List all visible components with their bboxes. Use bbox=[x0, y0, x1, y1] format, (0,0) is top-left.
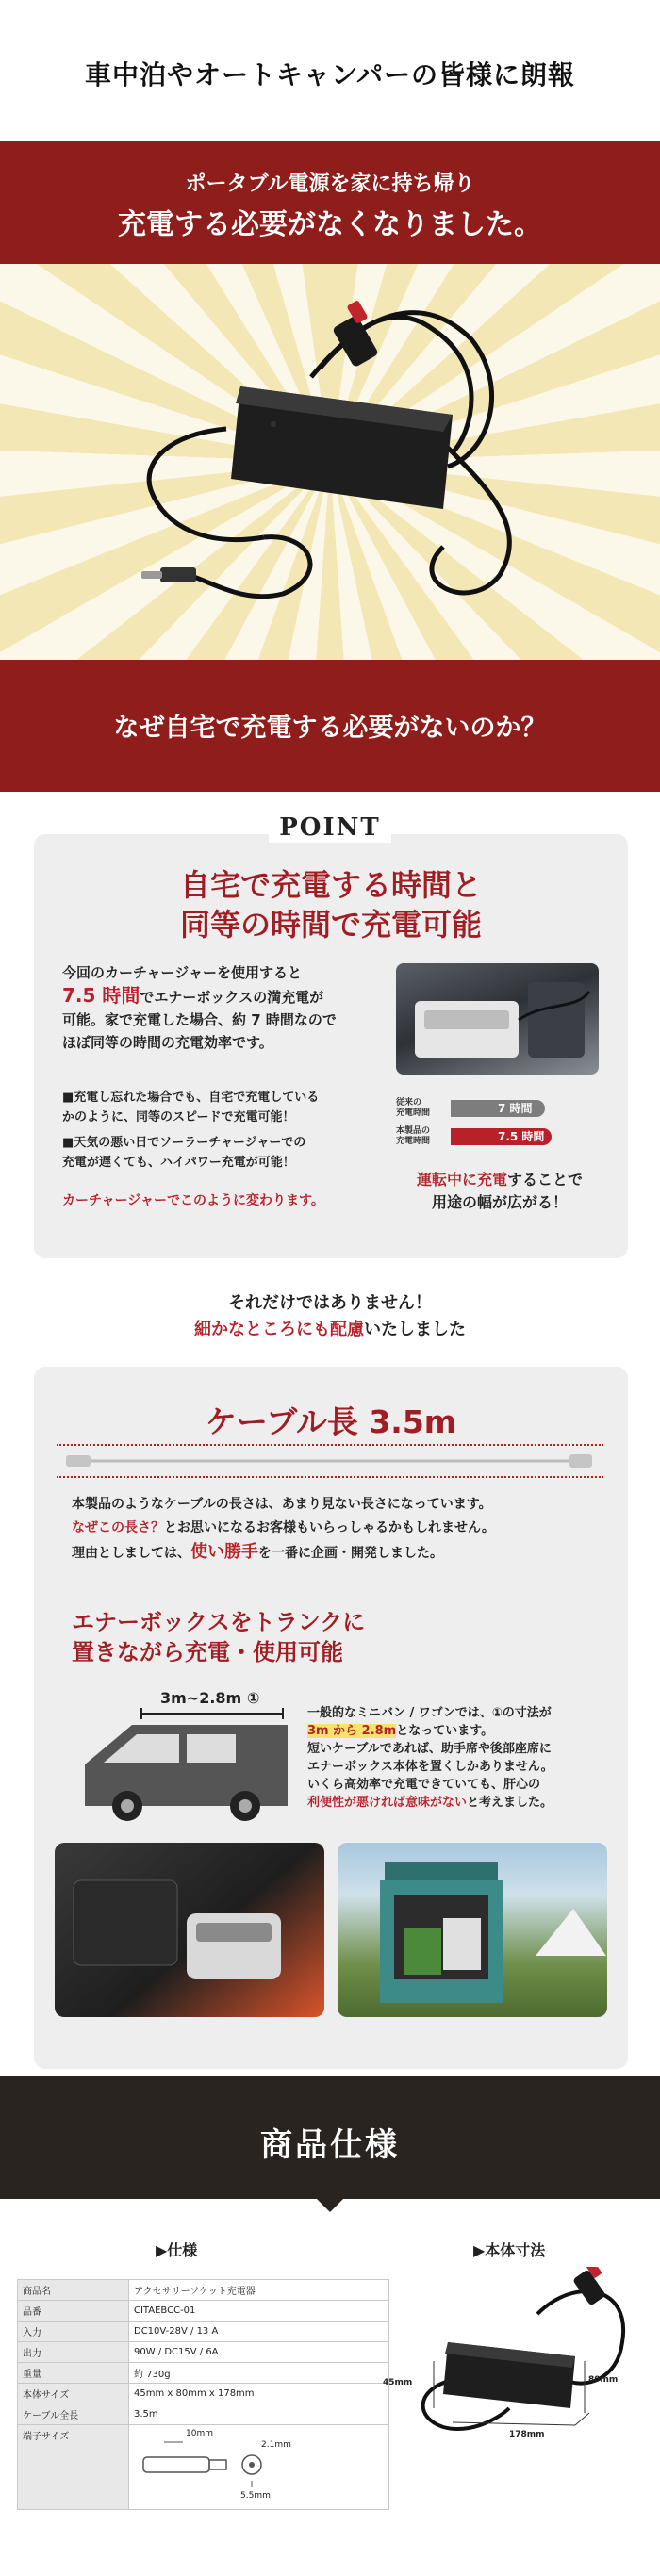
spec-table bbox=[17, 2279, 389, 2510]
dimension-marker: ① bbox=[246, 1689, 260, 1707]
point-title-line-2: 同等の時間で充電可能 bbox=[179, 907, 482, 943]
spec-value: 90W / DC15V / 6A bbox=[129, 2342, 389, 2363]
more-line-2 bbox=[0, 1316, 660, 1340]
trunk-heading bbox=[72, 1607, 543, 1667]
body-dimension-diagram bbox=[396, 2267, 646, 2446]
trunk-photo-1 bbox=[55, 1843, 324, 2017]
convenience-highlight: 利便性が悪ければ意味がない bbox=[307, 1796, 468, 1810]
bar1-value: 7 時間 bbox=[498, 1102, 533, 1115]
point-title bbox=[34, 865, 628, 944]
bar1-label-a: 従来の bbox=[396, 1098, 422, 1108]
point-p1-d: ほぼ同等の時間の充電効率です。 bbox=[62, 1034, 273, 1051]
spec-row bbox=[18, 2404, 389, 2425]
cable-title: ケーブル長 3.5m bbox=[205, 1403, 457, 1440]
drive-highlight: 運転中に充電 bbox=[416, 1171, 507, 1189]
cable-illustration bbox=[66, 1452, 594, 1470]
point-label: POINT bbox=[279, 813, 381, 842]
dimension-subheading: ▶本体寸法 bbox=[473, 2241, 546, 2259]
trunk-photo-2-illustration bbox=[338, 1843, 607, 2017]
cable-paragraph bbox=[72, 1493, 619, 1566]
trunk-photo-2 bbox=[338, 1843, 607, 2017]
spec-key: 品番 bbox=[18, 2301, 129, 2322]
spec-key: 商品名 bbox=[18, 2280, 129, 2301]
spec-row bbox=[18, 2301, 389, 2322]
minivan-p-a: 一般的なミニバン / ワゴンでは、①の寸法が bbox=[307, 1706, 552, 1720]
spec-value: 約 730g bbox=[129, 2363, 389, 2384]
point-p1-b bbox=[62, 984, 392, 1009]
banner-arrow bbox=[317, 2199, 343, 2212]
plug-dim-b: 2.1mm bbox=[261, 2440, 291, 2450]
dimension-label bbox=[160, 1689, 259, 1707]
spec-title: 商品仕様 bbox=[260, 2126, 400, 2164]
minivan-p-b: となっています。 bbox=[396, 1724, 494, 1738]
van-diagram bbox=[75, 1708, 292, 1830]
hero-line-2: 充電する必要がなくなりました。 bbox=[118, 208, 542, 241]
bar-row-product bbox=[396, 1126, 566, 1147]
bullet-1-a: ■充電し忘れた場合でも、自宅で充電している bbox=[62, 1091, 320, 1105]
bar-row-conventional bbox=[396, 1098, 566, 1119]
divider-top bbox=[57, 1444, 603, 1446]
spec-key: 端子サイズ bbox=[18, 2425, 129, 2510]
more-text: いたしました bbox=[364, 1320, 466, 1339]
point-p1-a: 今回のカーチャージャーを使用すると bbox=[62, 964, 302, 981]
spec-row bbox=[18, 2363, 389, 2384]
minivan-p-c: 短いケーブルであれば、助手席や後部座席に bbox=[307, 1742, 552, 1756]
bar2-label-a: 本製品の bbox=[396, 1126, 431, 1136]
bar-product bbox=[451, 1128, 552, 1145]
minivan-p-f: と考えました。 bbox=[467, 1796, 553, 1810]
spec-banner bbox=[0, 2076, 660, 2199]
bullet-1-b: かのように、同等のスピードで充電可能！ bbox=[62, 1110, 295, 1124]
spec-row bbox=[18, 2280, 389, 2301]
cable-p-c: 理由としましては、 bbox=[72, 1546, 190, 1561]
cable-why-highlight: なぜこの長さ？ bbox=[72, 1520, 164, 1535]
point-bullets bbox=[62, 1088, 383, 1173]
minivan-p-d: エナーボックス本体を置くしかありません。 bbox=[307, 1760, 553, 1774]
bar2-value: 7.5 時間 bbox=[498, 1130, 545, 1143]
hero-banner bbox=[0, 141, 660, 264]
spec-value: 45mm x 80mm x 178mm bbox=[129, 2384, 389, 2404]
spec-subheading: ▶仕様 bbox=[156, 2241, 198, 2259]
page-title: 車中泊やオートキャンパーの皆様に朗報 bbox=[84, 59, 576, 90]
body-width-label: 178mm bbox=[509, 2430, 545, 2439]
bar1-label-b: 充電時間 bbox=[396, 1108, 431, 1118]
spec-row bbox=[18, 2342, 389, 2363]
bullet-2-b: 充電が遅くても、ハイパワー充電が可能！ bbox=[62, 1156, 295, 1170]
spec-value: CITAEBCC-01 bbox=[129, 2301, 389, 2322]
trunk-heading-a: エナーボックスをトランクに bbox=[72, 1609, 366, 1635]
cable-p-c2: を一番に企画・開発しました。 bbox=[258, 1546, 443, 1561]
spec-row bbox=[18, 2425, 389, 2510]
point-red-note: カーチャージャーでこのように変わります。 bbox=[62, 1193, 324, 1208]
plug-size-cell bbox=[129, 2425, 389, 2510]
point-p1-c: 可能。家で充電した場合、約 7 時間なので bbox=[62, 1011, 337, 1028]
minivan-paragraph bbox=[307, 1704, 619, 1812]
spec-key: 本体サイズ bbox=[18, 2384, 129, 2404]
minivan-p-e: いくら高効率で充電できていても、肝心の bbox=[307, 1778, 541, 1792]
spec-value: アクセサリーソケット充電器 bbox=[129, 2280, 389, 2301]
spec-value: 3.5m bbox=[129, 2404, 389, 2425]
charge-time-highlight: 7.5 時間 bbox=[62, 984, 140, 1007]
spec-key: 入力 bbox=[18, 2322, 129, 2342]
cable-p-b: とお思いになるお客様もいらっしゃるかもしれません。 bbox=[164, 1520, 495, 1535]
body-height-label: 45mm bbox=[383, 2378, 413, 2387]
plug-dim-c: 5.5mm bbox=[240, 2491, 271, 2501]
plug-dim-a: 10mm bbox=[186, 2429, 213, 2438]
more-highlight: 細かなところにも配慮 bbox=[194, 1320, 364, 1339]
car-trunk-illustration bbox=[396, 963, 599, 1075]
spec-key: 出力 bbox=[18, 2342, 129, 2363]
dimension-value: 3m~2.8m bbox=[160, 1689, 242, 1707]
spec-row bbox=[18, 2384, 389, 2404]
spec-row bbox=[18, 2322, 389, 2342]
bullet-2-a: ■天気の悪い日でソーラーチャージャーでの bbox=[62, 1136, 306, 1150]
point-title-line-1: 自宅で充電する時間と bbox=[179, 867, 482, 903]
bar-conventional bbox=[451, 1100, 545, 1117]
hero-line-1: ポータブル電源を家に持ち帰り bbox=[185, 172, 475, 196]
divider-bottom bbox=[57, 1476, 603, 1478]
drive-note bbox=[387, 1169, 613, 1214]
length-highlight: 3m から 2.8m bbox=[307, 1724, 397, 1738]
point-p1-b-text: でエナーボックスの満充電が bbox=[140, 989, 324, 1006]
spec-key: 重量 bbox=[18, 2363, 129, 2384]
drive-text-b: 用途の幅が広がる！ bbox=[431, 1193, 568, 1211]
trunk-heading-b: 置きながら充電・使用可能 bbox=[72, 1639, 343, 1665]
usability-highlight: 使い勝手 bbox=[190, 1542, 258, 1562]
point-paragraph bbox=[62, 961, 392, 1054]
product-hero-image bbox=[0, 264, 660, 660]
why-text: なぜ自宅で充電する必要がないのか？ bbox=[113, 714, 547, 743]
drive-text-a: することで bbox=[507, 1171, 584, 1189]
bar2-label-b: 充電時間 bbox=[396, 1137, 431, 1146]
cable-p-a: 本製品のようなケーブルの長さは、あまり見ない長さになっています。 bbox=[72, 1497, 492, 1512]
charger-illustration bbox=[0, 264, 660, 660]
spec-value: DC10V-28V / 13 A bbox=[129, 2322, 389, 2342]
spec-key: ケーブル全長 bbox=[18, 2404, 129, 2425]
why-banner bbox=[0, 660, 660, 792]
car-trunk-photo bbox=[396, 963, 599, 1075]
trunk-photo-1-illustration bbox=[55, 1843, 324, 2017]
more-line-1: それだけではありません！ bbox=[228, 1293, 432, 1313]
body-depth-label: 80mm bbox=[588, 2375, 619, 2385]
